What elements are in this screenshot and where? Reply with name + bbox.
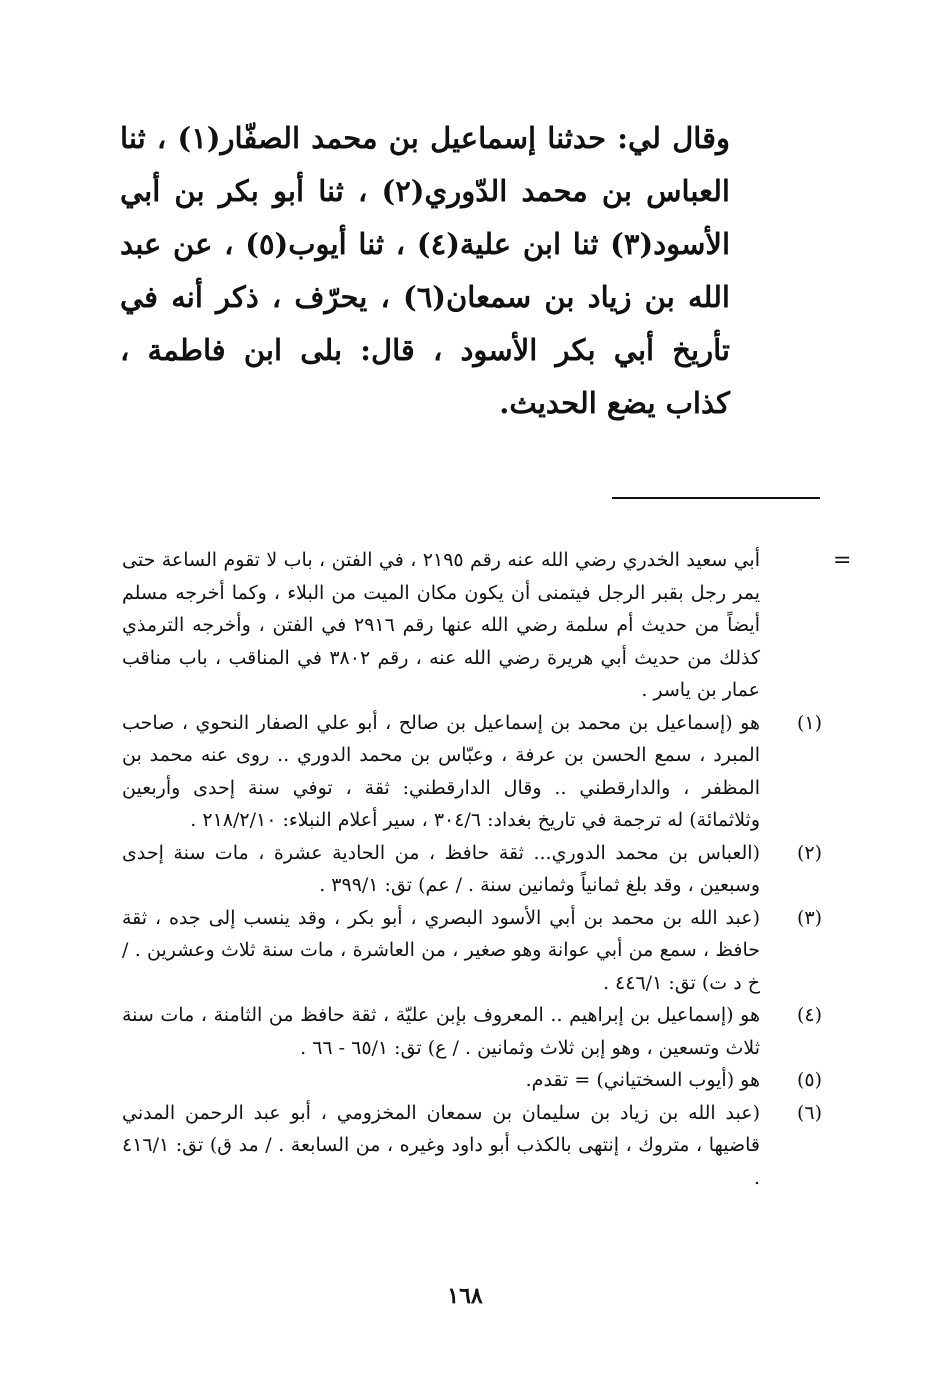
main-text-block (120, 112, 730, 430)
footnote-text: هو (إسماعيل بن محمد بن إسماعيل بن صالح ، أبو علي الصفار النحوي ، صاحب المبرد ، سمع الحسن بن عرفة ، وعبّاس بن محمد الدوري .. روى عنه محمد بن المظفر ، والدارقطني .. وقال الدارقطني: ثقة ، توفي سنة إحدى وأربعين وثلاثمائة) له ترجمة في تاريخ بغداد: ٣٠٤/٦ ، سير أعلام النبلاء: ٢١٨/٢/١٠ . (122, 711, 760, 831)
footnote-text: (عبد الله بن محمد بن أبي الأسود البصري ، أبو بكر ، وقد ينسب إلى جده ، ثقة حافظ ، سمع من أبي عوانة وهو صغير ، من العاشرة ، مات سنة ثلاث وعشرين . / خ د ت) تق: ٤٤٦/١ . (122, 906, 760, 994)
footnote-1 (122, 707, 822, 837)
footnote-text: (العباس بن محمد الدوري... ثقة حافظ ، من الحادية عشرة ، مات سنة إحدى وسبعين ، وقد بلغ ثمانياً وثمانين سنة . / عم) تق: ٣٩٩/١ . (122, 841, 760, 896)
footnote-number: (٤) (796, 1004, 822, 1026)
footnote-5 (122, 1064, 822, 1097)
footnote-continuation-text: أبي سعيد الخدري رضي الله عنه رقم ٢١٩٥ ، في الفتن ، باب لا تقوم الساعة حتى يمر رجل بقبر الرجل فيتمنى أن يكون مكان الميت من البلاء ، وكما أخرجه مسلم أيضاً من حديث أم سلمة رضي الله عنها رقم ٢٩١٦ في الفتن ، وأخرجه الترمذي كذلك من حديث أبي هريرة رضي الله عنه ، رقم ٣٨٠٢ في المناقب ، باب مناقب عمار بن ياسر . (122, 549, 761, 701)
footnote-2 (122, 837, 822, 902)
footnote-4 (122, 999, 822, 1064)
footnotes-section (122, 544, 822, 1194)
footnote-6 (122, 1097, 822, 1195)
footnote-number: (٦) (796, 1101, 822, 1124)
footnote-3 (122, 902, 822, 1000)
footnote-text: هو (أيوب السختياني) = تقدم. (525, 1069, 760, 1091)
footnote-separator-line (612, 497, 820, 499)
footnote-number: (١) (796, 711, 822, 734)
footnote-text: (عبد الله بن زياد بن سليمان بن سمعان المخزومي ، أبو عبد الرحمن المدني قاضيها ، متروك ، إنتهى بالكذب أبو داود وغيره ، من السابعة . / مد ق) تق: ٤١٦/١ . (122, 1101, 760, 1189)
footnote-number: (٢) (796, 841, 822, 864)
page-number: ١٦٨ (447, 1283, 483, 1309)
footnote-continuation-mark: = (833, 548, 852, 573)
main-paragraph: وقال لي: حدثنا إسماعيل بن محمد الصفّار(١) ، ثنا العباس بن محمد الدّوري(٢) ، ثنا أبو بكر بن أبي الأسود(٣) ثنا ابن علية(٤) ، ثنا أيوب(٥) ، عن عبد الله بن زياد بن سمعان(٦) ، يحرّف ، ذكر أنه في تأريخ أبي بكر الأسود ، قال: بلى ابن فاطمة ، كذاب يضع الحديث. (120, 121, 730, 420)
footnote-number: (٣) (796, 906, 822, 929)
footnote-text: هو (إسماعيل بن إبراهيم .. المعروف بإبن عليّة ، ثقة حافظ من الثامنة ، مات سنة ثلاث وتسعين ، وهو إبن ثلاث وثمانين . / ع) تق: ٦٥/١ - ٦٦ . (122, 1004, 760, 1059)
footnote-number: (٥) (796, 1069, 822, 1091)
